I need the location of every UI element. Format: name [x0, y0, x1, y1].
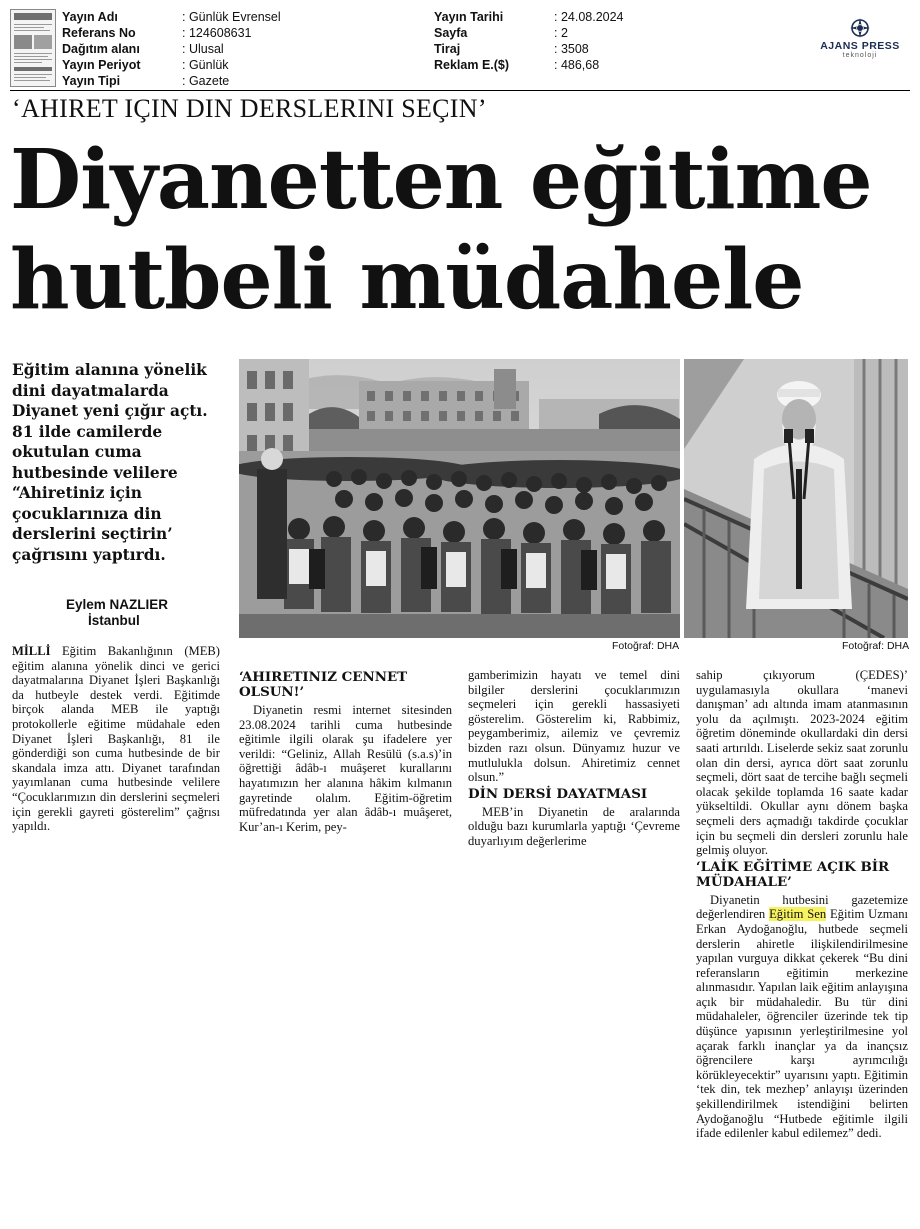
- meta-label: Referans No: [62, 26, 136, 40]
- article-kicker: ‘AHIRET IÇIN DIN DERSLERINI SEÇIN’: [12, 94, 487, 123]
- meta-row: [434, 41, 624, 57]
- meta-label: Dağıtım alanı: [62, 42, 140, 56]
- schoolyard-photo[interactable]: [239, 359, 680, 638]
- paragraph: [696, 893, 908, 1141]
- article-headline: [10, 130, 910, 330]
- meta-value: : Günlük Evrensel: [182, 10, 281, 24]
- meta-value: : Ulusal: [182, 42, 224, 56]
- headline-line-1: Diyanetten eğitime: [10, 132, 872, 228]
- meta-label: Yayın Tipi: [62, 74, 121, 88]
- dropcap-word: MİLLİ: [12, 644, 51, 658]
- page-thumbnail[interactable]: [10, 9, 56, 87]
- meta-label: Reklam E.($): [434, 58, 510, 72]
- subheading: ‘LAİK EĞİTİME AÇIK BİR MÜDAHALE’: [696, 858, 890, 890]
- meta-label: Tiraj: [434, 42, 461, 56]
- byline-author: Eylem NAZLIER: [66, 597, 169, 612]
- meta-value: : 124608631: [182, 26, 252, 40]
- meta-label: Yayın Tarihi: [434, 10, 504, 24]
- body-column-1: [12, 644, 220, 834]
- logo-brand: AJANS PRESS: [820, 40, 900, 52]
- meta-value: : 3508: [554, 42, 589, 56]
- body-column-3: [468, 668, 680, 849]
- meta-row: [62, 9, 281, 25]
- meta-value: : 24.08.2024: [554, 10, 624, 24]
- header-divider: [10, 90, 910, 91]
- meta-label: Yayın Periyot: [62, 58, 141, 72]
- paragraph: sahip çıkıyorum (ÇEDES)’ uygulamasıyla okullara ‘manevi danışman’ adı altında imam atanmasının yolu da açılmıştı. 2023-2024 eğitim öğretim döneminde okullardaki din dersi saati artırıldı. Liselerde sekiz saat zorunlu olan din dersi, ayrıca dört saat zorunlu seçmeli, dört saat de tercihe bağlı seçmeli olacak şekilde toplamda 16 saate kadar yükseltildi. Okullar aynı dönem başka seçmeli ders açmadığı takdirde çocuklar için bu seçmeli din dersleri zorunlu hale gelmiş oluyor.: [696, 668, 908, 858]
- clipping-header: [0, 0, 920, 90]
- photo1-credit: Fotoğraf: DHA: [612, 640, 680, 652]
- subheading: ‘AHIRETINIZ CENNET OLSUN!’: [239, 669, 408, 700]
- paragraph-text: Eğitim Bakanlığının (MEB) eğitim alanına yönelik dinci ve gerici dayatmalarına Diyanet İşleri Başkanlığı da hutbeyle destek verdi. Eğitimde birçok alanda MEB ile yaptığı protokollerle eğitime müdahale eden Diyanet İşleri Başkanlığı, 81 ile gönderdiği son cuma hutbesinde de bir skandala imza attı. Diyanet tarafından yayımlanan cuma hutbesinde velilere “Çocuklarımızın din derslerini seçmeleri için gerekli gayreti gösterelim” çağrısı yapıldı.: [12, 644, 220, 834]
- meta-left: [62, 9, 281, 89]
- meta-value: : 486,68: [554, 58, 600, 72]
- highlighted-term[interactable]: Eğitim Sen: [769, 907, 827, 922]
- imam-photo-image: [684, 359, 908, 638]
- paragraph: MEB’in Diyanetin de aralarında olduğu bazı kurumlarla yaptığı ‘Çevreme duyarlıyım değerlerime: [468, 804, 680, 848]
- meta-value: : 2: [554, 26, 568, 40]
- subheading: DİN DERSİ DAYATMASI: [468, 785, 648, 802]
- paragraph: Diyanetin resmi internet sitesinden 23.08.2024 tarihli cuma hutbesinde eğitimle ilgili olarak şu ifadelere yer verildi: “Geliniz, Allah Resülü (s.a.s)’in öğrettiği âdâb-ı muâşeret kurallarını hayatımızın her alanına hâkim kılmanın gayretinde olalım. Eğitim-öğretim müfredatında yer alan âdâb-ı muâşeret, Kur’an-ı Kerim, pey-: [239, 703, 452, 834]
- byline: [66, 597, 168, 629]
- ajans-press-logo: [810, 18, 910, 62]
- meta-label: Yayın Adı: [62, 10, 118, 24]
- meta-right: [434, 9, 624, 73]
- meta-label: Sayfa: [434, 26, 468, 40]
- article-lede: Eğitim alanına yönelik dini dayatmalarda Diyanet yeni çığır açtı. 81 ilde camilerde okutulan cuma hutbesinde velilere “Ahiretiniz için çocuklarınıza din derslerini seçtirin’ çağrısını yaptırdı.: [12, 361, 208, 564]
- photo2-credit: Fotoğraf: DHA: [842, 640, 910, 652]
- headline-line-2: hutbeli müdahele: [10, 232, 804, 328]
- meta-row: [434, 9, 624, 25]
- logo-subtitle: teknoloji: [842, 52, 878, 59]
- meta-row: [62, 57, 281, 73]
- meta-value: : Günlük: [182, 58, 229, 72]
- schoolyard-photo-image: [239, 359, 680, 638]
- meta-row: [62, 25, 281, 41]
- meta-row: [434, 57, 624, 73]
- byline-city: İstanbul: [88, 613, 140, 628]
- imam-photo[interactable]: [684, 359, 908, 638]
- meta-value: : Gazete: [182, 74, 230, 88]
- meta-row: [62, 73, 281, 89]
- compass-icon: [849, 18, 871, 38]
- paragraph: gamberimizin hayatı ve temel dini bilgiler derslerini çocuklarımızın seçmeleri için gerekli hassasiyeti gösterelim. Gösterelim ki, Rabbimiz, peygamberimiz, ailemiz ve çevremiz bizden razı olsun. Dünyamız huzur ve mutlulukla dolsun. Ahiretimiz cennet olsun.”: [468, 668, 680, 785]
- body-column-4: [696, 668, 908, 1141]
- meta-row: [434, 25, 624, 41]
- paragraph-text: Diyanetin hutbesini gazetemize değerlendiren: [696, 892, 908, 922]
- meta-row: [62, 41, 281, 57]
- paragraph-text: Eğitim Uzmanı Erkan Aydoğanoğlu, hutbede seçmeli derslerin ahiretle ilişkilendirilmesine yapılan vurguya dikkat çekerek “Bu dini referansların eğitimin merkezine alınmasıdır. Yapılan laik eğitim anlayışına açık bir müdahaledir. Bu tür dini müdahaleler, öğrenciler üzerinde tek tip düşünce yapısının yerleştirilmesine yol açarak farklı inançlar ya da inançsız öğrencilere karşı ayrımcılığı körükleyecektir” uyarısını yaptı. Eğitimin ‘tek din, tek mezhep’ anlayışı üzerinden şekillendirilmek istendiğini belirten Aydoğanoğlu “Hutbede eğitimle ilgili ifade edilenler kabul edilemez” dedi.: [696, 907, 908, 1141]
- body-column-2: [239, 668, 452, 834]
- paragraph: [12, 644, 220, 834]
